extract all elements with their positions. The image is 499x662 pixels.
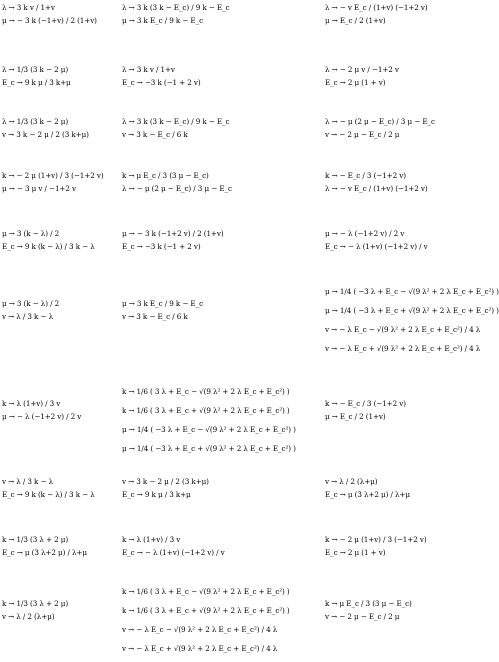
formula-line: λ → − v E_c / (1+v) (−1+2 v)	[325, 184, 428, 193]
formula-line: E_c → 2 μ (1 + v)	[325, 548, 386, 557]
formula-line: k → − E_c / 3 (−1+2 v)	[325, 399, 406, 408]
formula-line: v → − λ E_c − √(9 λ² + 2 λ E_c + E_c²) / 4 λ	[122, 625, 278, 634]
formula-line: μ → 3 (k − λ) / 2	[2, 229, 60, 238]
formula-line: v → 3 k − E_c / 6 k	[122, 312, 188, 321]
formula-line: k → − E_c / 3 (−1+2 v)	[325, 171, 406, 180]
formula-line: v → λ / 3 k − λ	[2, 477, 54, 486]
formula-line: E_c → 9 k μ / 3 k+μ	[2, 78, 71, 87]
formula-line: E_c → μ (3 λ+2 μ) / λ+μ	[325, 490, 410, 499]
formula-line: v → − 2 μ − E_c / 2 μ	[325, 612, 400, 621]
formula-line: v → λ / 2 (λ+μ)	[325, 477, 378, 486]
formula-line: μ → E_c / 2 (1+v)	[325, 412, 386, 421]
formula-line: k → − 2 μ (1+v) / 3 (−1+2 v)	[2, 171, 104, 180]
formula-line: λ → 1/3 (3 k − 2 μ)	[2, 65, 69, 74]
formula-line: μ → 1/4 ( −3 λ + E_c + √(9 λ² + 2 λ E_c + E_c²) )	[122, 444, 296, 453]
formula-line: E_c → −3 k (−1 + 2 v)	[122, 242, 201, 251]
formula-line: v → − λ E_c + √(9 λ² + 2 λ E_c + E_c²) / 4 λ	[122, 644, 278, 653]
formula-line: λ → 3 k v / 1+v	[2, 3, 55, 12]
formula-line: k → 1/6 ( 3 λ + E_c + √(9 λ² + 2 λ E_c + E_c²) )	[122, 606, 290, 615]
formula-line: k → 1/3 (3 λ + 2 μ)	[2, 599, 69, 608]
formula-line: E_c → 9 k (k − λ) / 3 k − λ	[2, 242, 95, 251]
formula-line: v → 3 k − 2 μ / 2 (3 k+μ)	[2, 130, 89, 139]
formula-line: λ → − 2 μ v / −1+2 v	[325, 65, 399, 74]
formula-line: E_c → μ (3 λ+2 μ) / λ+μ	[2, 548, 87, 557]
formula-line: k → − 2 μ (1+v) / 3 (−1+2 v)	[325, 535, 427, 544]
formula-line: λ → 3 k v / 1+v	[122, 65, 175, 74]
formula-line: v → − λ E_c + √(9 λ² + 2 λ E_c + E_c²) / 4 λ	[325, 344, 481, 353]
formula-line: E_c → − λ (1+v) (−1+2 v) / v	[325, 242, 428, 251]
formula-line: μ → 3 k E_c / 9 k − E_c	[122, 299, 203, 308]
formula-line: μ → − 3 k (−1+2 v) / 2 (1+v)	[122, 229, 224, 238]
formula-line: μ → − λ (−1+2 v) / 2 v	[325, 229, 405, 238]
formula-line: μ → − λ (−1+2 v) / 2 v	[2, 412, 82, 421]
formula-line: k → 1/6 ( 3 λ + E_c − √(9 λ² + 2 λ E_c + E_c²) )	[122, 587, 290, 596]
formula-line: E_c → − λ (1+v) (−1+2 v) / v	[122, 548, 225, 557]
formula-line: λ → − μ (2 μ − E_c) / 3 μ − E_c	[325, 117, 435, 126]
formula-line: μ → 3 k E_c / 9 k − E_c	[122, 16, 203, 25]
formula-line: k → μ E_c / 3 (3 μ − E_c)	[325, 599, 412, 608]
formula-line: v → 3 k − E_c / 6 k	[122, 130, 188, 139]
formula-line: E_c → 9 k (k − λ) / 3 k − λ	[2, 490, 95, 499]
formula-line: E_c → 9 k μ / 3 k+μ	[122, 490, 191, 499]
formula-line: k → 1/6 ( 3 λ + E_c − √(9 λ² + 2 λ E_c + E_c²) )	[122, 387, 290, 396]
formula-line: v → 3 k − 2 μ / 2 (3 k+μ)	[122, 477, 209, 486]
formula-line: k → λ (1+v) / 3 v	[2, 399, 61, 408]
formula-line: λ → − v E_c / (1+v) (−1+2 v)	[325, 3, 428, 12]
formula-line: k → 1/6 ( 3 λ + E_c + √(9 λ² + 2 λ E_c + E_c²) )	[122, 406, 290, 415]
formula-line: v → − λ E_c − √(9 λ² + 2 λ E_c + E_c²) / 4 λ	[325, 325, 481, 334]
formula-line: λ → 3 k (3 k − E_c) / 9 k − E_c	[122, 117, 230, 126]
formula-line: k → 1/3 (3 λ + 2 μ)	[2, 535, 69, 544]
formula-line: μ → 1/4 ( −3 λ + E_c − √(9 λ² + 2 λ E_c + E_c²) )	[325, 287, 499, 296]
formula-line: E_c → 2 μ (1 + v)	[325, 78, 386, 87]
formula-line: v → λ / 2 (λ+μ)	[2, 612, 55, 621]
formula-line: λ → − μ (2 μ − E_c) / 3 μ − E_c	[122, 184, 232, 193]
formula-line: k → λ (1+v) / 3 v	[122, 535, 181, 544]
formula-line: v → λ / 3 k − λ	[2, 312, 54, 321]
formula-line: k → μ E_c / 3 (3 μ − E_c)	[122, 171, 209, 180]
formula-line: μ → 1/4 ( −3 λ + E_c + √(9 λ² + 2 λ E_c + E_c²) )	[325, 306, 499, 315]
formula-line: μ → − 3 k (−1+v) / 2 (1+v)	[2, 16, 97, 25]
formula-line: μ → 1/4 ( −3 λ + E_c − √(9 λ² + 2 λ E_c + E_c²) )	[122, 425, 296, 434]
formula-line: E_c → −3 k (−1 + 2 v)	[122, 78, 201, 87]
formula-line: μ → 3 (k − λ) / 2	[2, 299, 60, 308]
formula-line: λ → 3 k (3 k − E_c) / 9 k − E_c	[122, 3, 230, 12]
formula-line: μ → E_c / 2 (1+v)	[325, 16, 386, 25]
formula-line: λ → 1/3 (3 k − 2 μ)	[2, 117, 69, 126]
formula-line: μ → − 3 μ v / −1+2 v	[2, 184, 76, 193]
formula-line: v → − 2 μ − E_c / 2 μ	[325, 130, 400, 139]
